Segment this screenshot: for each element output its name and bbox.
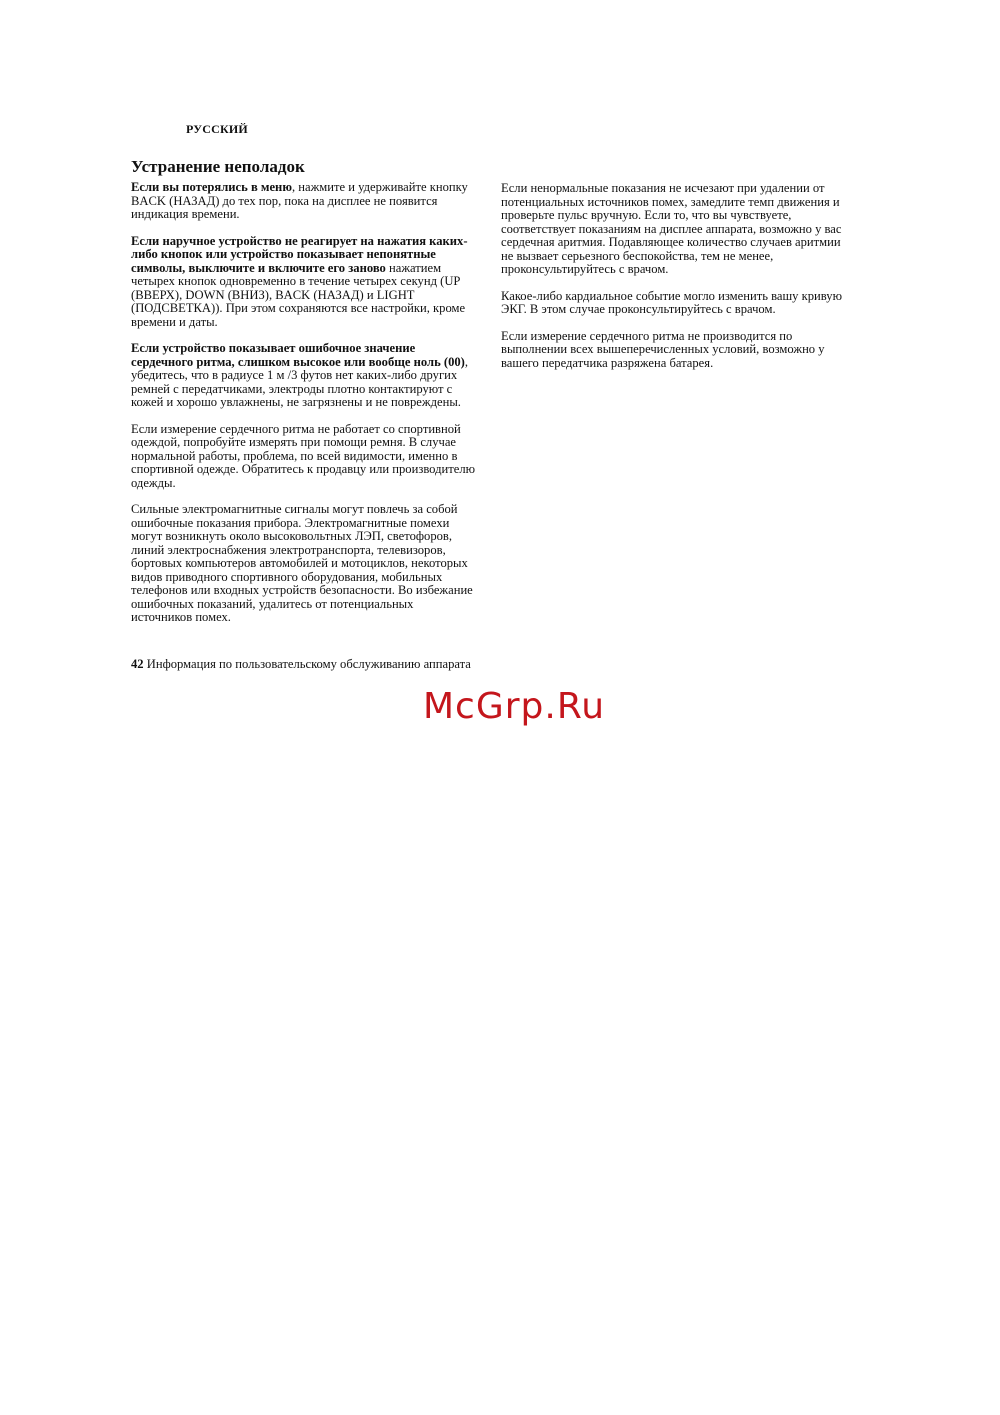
left-column: [131, 181, 476, 638]
paragraph-sports-clothing: [131, 423, 476, 491]
paragraph-cardiac-event: [501, 290, 853, 317]
right-column: [501, 182, 853, 383]
page-footer: [131, 657, 471, 672]
paragraph-menu-lost: [131, 181, 476, 222]
paragraph-lead: Если вы потерялись в меню: [131, 180, 292, 194]
paragraph-device-unresponsive: [131, 235, 476, 330]
paragraph-lead: Если наручное устройство не реагирует на нажатия каких-либо кнопок или устройство показывает непонятные символы, выключите и включите его заново: [131, 233, 468, 275]
paragraph-body: Сильные электромагнитные сигналы могут повлечь за собой ошибочные показания прибора. Электромагнитные помехи могут возникнуть около высоковольтных ЛЭП, светофоров, линий электроснабжения электротранспорта, телевизоров, бортовых компьютеров автомобилей и мотоциклов, некоторых видов приводного спортивного оборудования, мобильных телефонов или входных устройств безопасности. Во избежание ошибочных показаний, удалитесь от потенциальных источников помех.: [131, 502, 473, 624]
paragraph-electromagnetic-interference: [131, 503, 476, 625]
paragraph-body: нажатием четырех кнопок одновременно в течение четырех секунд (UP (ВВЕРХ), DOWN (ВНИЗ), BACK (НАЗАД) и LIGHT (ПОДСВЕТКА)). При этом сохраняются все настройки, кроме времени и даты.: [131, 260, 466, 329]
language-label: РУССКИЙ: [186, 122, 248, 136]
paragraph-body: Если измерение сердечного ритма не производится по выполнении всех вышеперечисленных условий, возможно у вашего передатчика разряжена батарея.: [501, 328, 825, 370]
section-title: Устранение неполадок: [131, 157, 305, 176]
footer-text: Информация по пользовательскому обслуживанию аппарата: [146, 657, 471, 671]
paragraph-lead: Если устройство показывает ошибочное значение сердечного ритма, слишком высокое или вообще ноль (00): [131, 341, 465, 369]
paragraph-body: , нажмите и удерживайте кнопку BACK (НАЗАД) до тех пор, пока на дисплее не появится индикация времени.: [131, 180, 468, 221]
paragraph-abnormal-readings: [501, 182, 853, 277]
watermark-logo: McGrp.Ru: [422, 686, 606, 727]
paragraph-body: Если ненормальные показания не исчезают при удалении от потенциальных источников помех, замедлите темп движения и проверьте пульс вручную. Если то, что вы чувствуете, соответствует показаниям на дисплее аппарата, возможно у вас сердечная аритмия. Подавляющее количество случаев аритмии не вызвает серьезного беспокойства, тем не менее, проконсультируйтесь с врачом.: [501, 181, 842, 276]
paragraph-body: Если измерение сердечного ритма не работает со спортивной одеждой, попробуйте измерять при помощи ремня. В случае нормальной работы, проблема, по всей видимости, именно в спортивной одежде. Обратитесь к продавцу или производителю одежды.: [131, 421, 476, 490]
paragraph-body: Какое-либо кардиальное событие могло изменить вашу кривую ЭКГ. В этом случае проконсультируйтесь с врачом.: [501, 288, 842, 316]
page-number: 42: [131, 657, 144, 671]
paragraph-body: , убедитесь, что в радиусе 1 м /3 футов нет каких-либо других ремней с передатчиками, электроды плотно контактируют с кожей и хорошо увлажнены, не загрязнены и не повреждены.: [131, 354, 469, 409]
paragraph-battery: [501, 330, 853, 371]
paragraph-wrong-heart-rate: [131, 342, 476, 410]
